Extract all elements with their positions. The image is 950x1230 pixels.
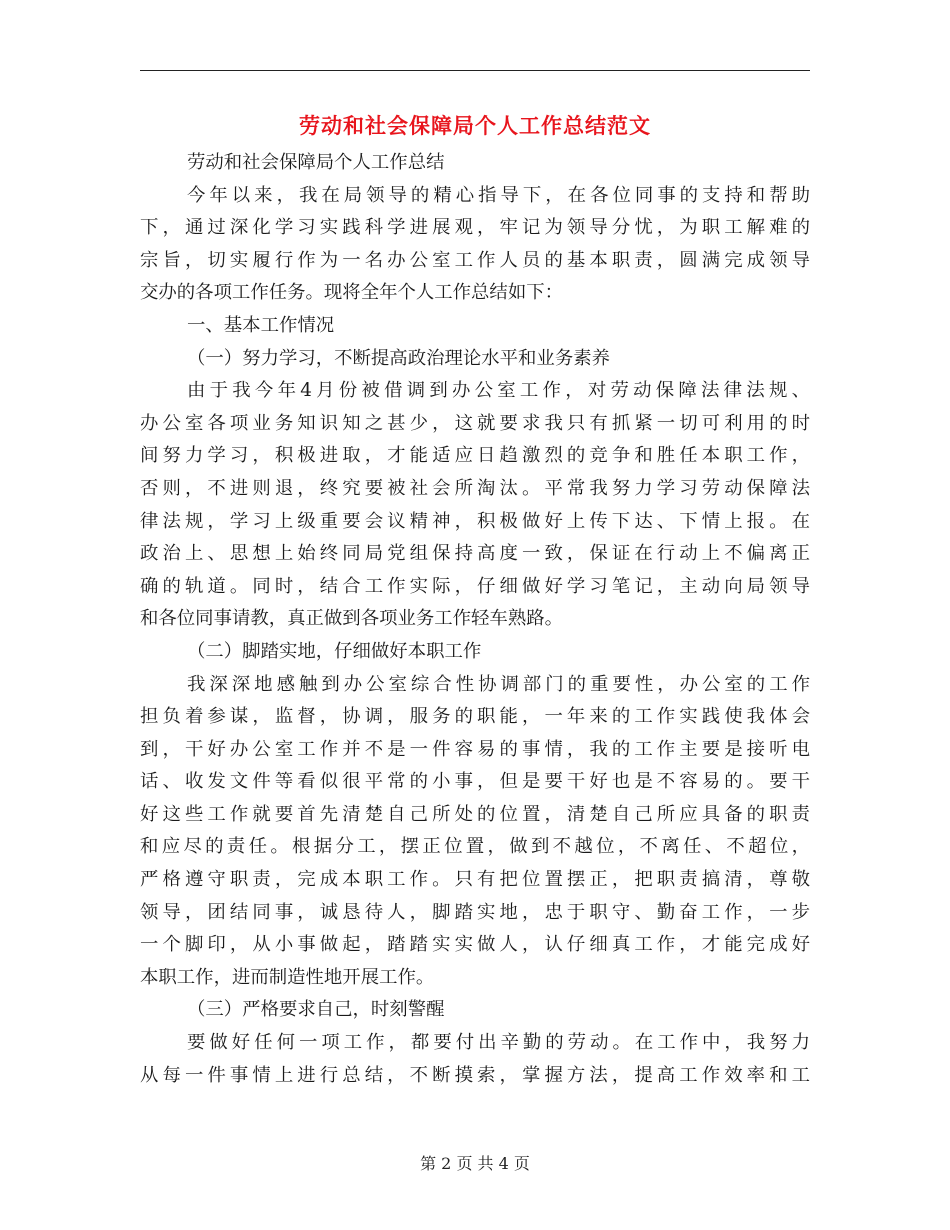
paragraph-line: 从每一件事情上进行总结，不断摸索，掌握方法，提高工作效率和工 — [140, 1064, 810, 1086]
paragraph-line: 交办的各项工作任务。现将全年个人工作总结如下： — [140, 282, 563, 304]
paragraph-line: 到，干好办公室工作并不是一件容易的事情，我的工作主要是接听电 — [140, 738, 810, 760]
paragraph-line: 一个脚印，从小事做起，踏踏实实做人，认仔细真工作，才能完成好 — [140, 934, 810, 956]
paragraph-line: 和各位同事请教，真正做到各项业务工作轻车熟路。 — [140, 608, 563, 630]
page-number: 第 2 页 共 4 页 — [420, 1154, 530, 1173]
document-title: 劳动和社会保障局个人工作总结范文 — [299, 113, 651, 138]
paragraph-line: 确的轨道。同时，结合工作实际，仔细做好学习笔记，主动向局领导 — [140, 575, 810, 597]
paragraph-line: 下，通过深化学习实践科学进展观，牢记为领导分忧，为职工解难的 — [140, 217, 810, 239]
paragraph-line: 宗旨，切实履行作为一名办公室工作人员的基本职责，圆满完成领导 — [140, 249, 810, 271]
subsection-heading: （一）努力学习，不断提高政治理论水平和业务素养 — [187, 347, 610, 369]
paragraph-line: 要做好任何一项工作，都要付出辛勤的劳动。在工作中，我努力 — [187, 1032, 810, 1054]
paragraph-line: 由于我今年4月份被借调到办公室工作，对劳动保障法律法规、 — [187, 380, 810, 402]
paragraph-line: 律法规，学习上级重要会议精神，积极做好上传下达、下情上报。在 — [140, 510, 810, 532]
paragraph-line: 间努力学习，积极进取，才能适应日趋激烈的竞争和胜任本职工作， — [140, 445, 810, 467]
paragraph-line: 我深深地感触到办公室综合性协调部门的重要性，办公室的工作 — [187, 673, 810, 695]
paragraph-line: 本职工作，进而制造性地开展工作。 — [140, 966, 435, 988]
paragraph-line: 否则，不进则退，终究要被社会所淘汰。平常我努力学习劳动保障法 — [140, 477, 810, 499]
paragraph-line: 和应尽的责任。根据分工，摆正位置，做到不越位，不离任、不超位， — [140, 836, 810, 858]
subsection-heading: （二）脚踏实地，仔细做好本职工作 — [187, 640, 482, 662]
paragraph-line: 好这些工作就要首先清楚自己所处的位置，清楚自己所应具备的职责 — [140, 803, 810, 825]
document-body — [140, 147, 810, 1092]
paragraph-line: 领导，团结同事，诚恳待人，脚踏实地，忠于职守、勤奋工作，一步 — [140, 901, 810, 923]
paragraph-line: 办公室各项业务知识知之甚少，这就要求我只有抓紧一切可利用的时 — [140, 412, 810, 434]
paragraph-line: 话、收发文件等看似很平常的小事，但是要干好也是不容易的。要干 — [140, 771, 810, 793]
paragraph-line: 担负着参谋，监督，协调，服务的职能，一年来的工作实践使我体会 — [140, 706, 810, 728]
paragraph-line: 今年以来，我在局领导的精心指导下，在各位同事的支持和帮助 — [187, 184, 810, 206]
page-footer — [140, 1150, 810, 1178]
header-rule — [140, 70, 810, 71]
subsection-heading: （三）严格要求自己，时刻警醒 — [187, 999, 445, 1021]
paragraph-line: 政治上、思想上始终同局党组保持高度一致，保证在行动上不偏离正 — [140, 543, 810, 565]
section-heading: 一、基本工作情况 — [187, 314, 335, 336]
paragraph-line: 严格遵守职责，完成本职工作。只有把位置摆正，把职责搞清，尊敬 — [140, 869, 810, 891]
subtitle-line: 劳动和社会保障局个人工作总结 — [187, 152, 445, 173]
